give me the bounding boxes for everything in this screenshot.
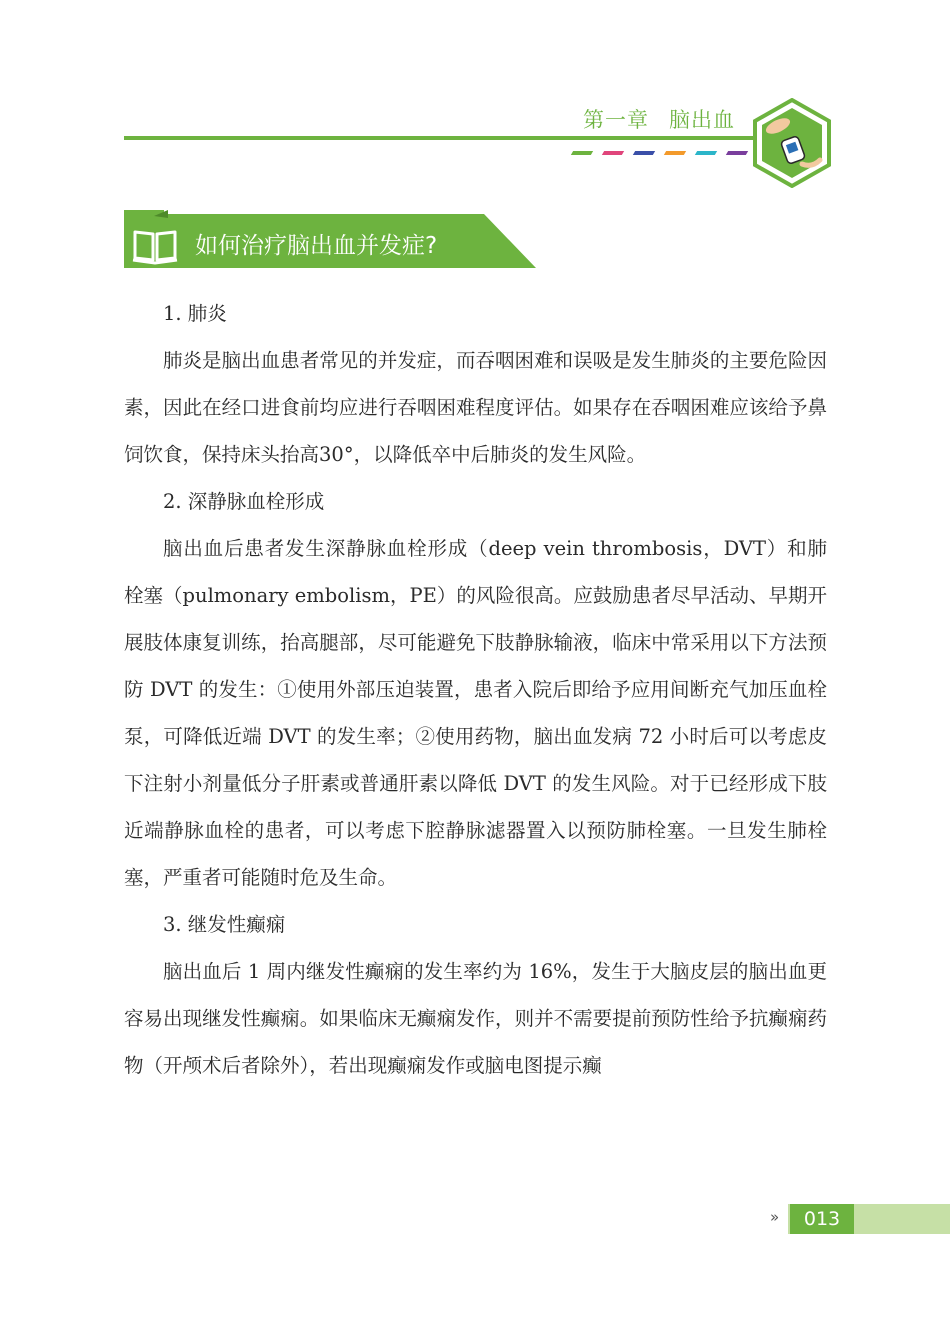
page-number: 013 <box>790 1204 854 1234</box>
footer-arrows: » <box>770 1208 780 1226</box>
subheading: 3. 继发性癫痫 <box>163 913 286 936</box>
subheading: 2. 深静脉血栓形成 <box>163 490 325 513</box>
paragraph: 脑出血后 1 周内继发性癫痫的发生率约为 16%，发生于大脑皮层的脑出血更容易出现继发性癫痫。如果临床无癫痫发作，则并不需要提前预防性给予抗癫痫药物（开颅术后者除外），若出现癫痫发作或脑电图提示癫 <box>124 960 827 1077</box>
color-dashes <box>572 151 778 155</box>
paragraph: 脑出血后患者发生深静脉血栓形成（deep vein thrombosis，DVT）和肺栓塞（pulmonary embolism，PE）的风险很高。应鼓励患者尽早活动、早期开展肢体康复训练，抬高腿部，尽可能避免下肢静脉输液，临床中常采用以下方法预防 DVT 的发生：①使用外部压迫装置，患者入院后即给予应用间断充气加压血栓泵，可降低近端 DVT 的发生率；②使用药物，脑出血发病 72 小时后可以考虑皮下注射小剂量低分子肝素或普通肝素以降低 DVT 的发生风险。对于已经形成下肢近端静脉血栓的患者，可以考虑下腔静脉滤器置入以预防肺栓塞。一旦发生肺栓塞，严重者可能随时危及生命。 <box>124 537 827 889</box>
header-rule <box>124 136 794 140</box>
chapter-hexagon-icon <box>752 98 832 188</box>
chapter-title: 脑出血 <box>669 108 735 132</box>
chapter-number: 第一章 <box>583 108 649 132</box>
color-dash <box>726 151 748 155</box>
section-title: 如何治疗脑出血并发症? <box>195 233 438 259</box>
color-dash <box>602 151 624 155</box>
body-text <box>124 290 827 1089</box>
paragraph: 肺炎是脑出血患者常见的并发症，而吞咽困难和误吸是发生肺炎的主要危险因素，因此在经口进食前均应进行吞咽困难程度评估。如果存在吞咽困难应该给予鼻饲饮食，保持床头抬高30°，以降低卒中后肺炎的发生风险。 <box>124 349 827 466</box>
color-dash <box>571 151 593 155</box>
chapter-header <box>583 104 735 134</box>
color-dash <box>664 151 686 155</box>
subheading: 1. 肺炎 <box>163 302 227 325</box>
book-icon <box>131 226 179 266</box>
color-dash <box>633 151 655 155</box>
color-dash <box>695 151 717 155</box>
